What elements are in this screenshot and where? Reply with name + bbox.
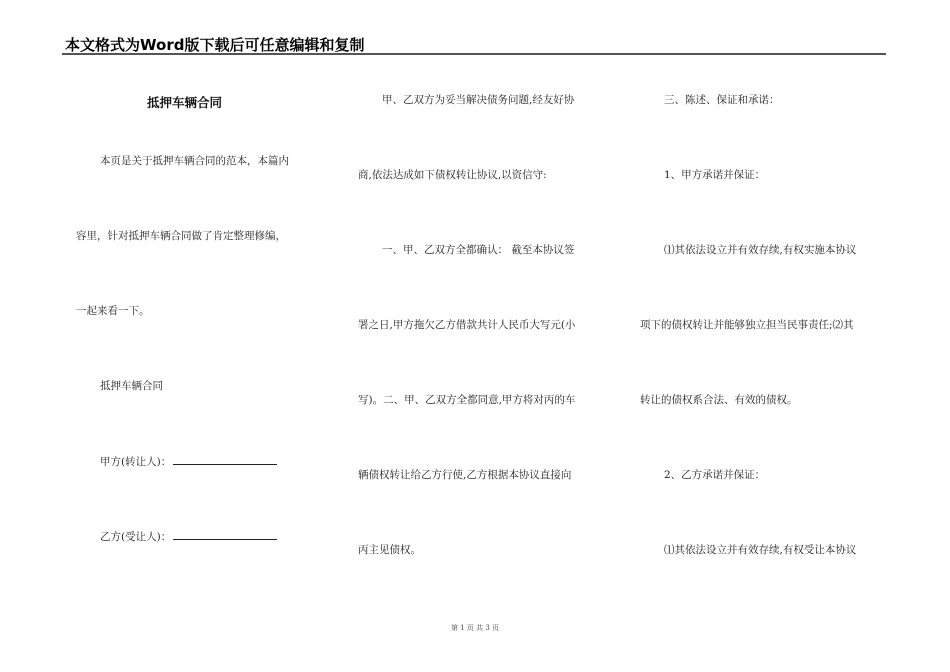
party-a-blank bbox=[173, 454, 277, 465]
page-number: 第 1 页 共 3 页 bbox=[450, 624, 500, 632]
col3-line-1: 三、陈述、保证和承诺： bbox=[664, 94, 780, 106]
party-b-field bbox=[100, 529, 277, 544]
intro-line-2: 容里，针对抵押车辆合同做了肯定整理修编， bbox=[76, 230, 286, 242]
intro-line-3: 一起来看一下。 bbox=[76, 305, 150, 317]
document-banner: 本文格式为Word版下载后可任意编辑和复制 bbox=[65, 36, 365, 54]
col3-line-2: 1、甲方承诺并保证： bbox=[664, 169, 766, 181]
col3-line-3: ⑴其依法设立并有效存续,有权实施本协议 bbox=[664, 244, 857, 256]
col2-line-3: 一、甲、乙双方全都确认： 截至本协议签 bbox=[382, 244, 575, 256]
party-a-field bbox=[100, 454, 277, 469]
party-a-label: 甲方(转让人)： bbox=[100, 456, 172, 468]
col2-line-4: 署之日,甲方拖欠乙方借款共计人民币大写元(小 bbox=[358, 319, 576, 331]
party-b-label: 乙方(受让人)： bbox=[100, 531, 172, 543]
col3-line-4: 项下的债权转让并能够独立担当民事责任;⑵其 bbox=[640, 319, 854, 331]
intro-line-1: 本页是关于抵押车辆合同的范本，本篇内 bbox=[100, 155, 289, 167]
col2-line-5: 写)。二、甲、乙双方全都同意,甲方将对丙的车 bbox=[358, 394, 576, 406]
col3-line-6: 2、乙方承诺并保证： bbox=[664, 469, 766, 481]
col2-line-6: 辆债权转让给乙方行使,乙方根据本协议直接向 bbox=[358, 469, 572, 481]
col3-line-5: 转让的债权系合法、有效的债权。 bbox=[640, 394, 798, 406]
col2-line-7: 丙主见债权。 bbox=[358, 544, 421, 556]
col3-line-7: ⑴其依法设立并有效存续,有权受让本协议 bbox=[664, 544, 857, 556]
party-b-blank bbox=[173, 529, 277, 540]
header-divider bbox=[62, 53, 886, 55]
col2-line-2: 商,依法达成如下债权转让协议,以资信守: bbox=[358, 169, 547, 181]
contract-subtitle: 抵押车辆合同 bbox=[100, 380, 163, 392]
contract-title: 抵押车辆合同 bbox=[147, 95, 223, 110]
col2-line-1: 甲、乙双方为妥当解决债务问题,经友好协 bbox=[382, 94, 575, 106]
